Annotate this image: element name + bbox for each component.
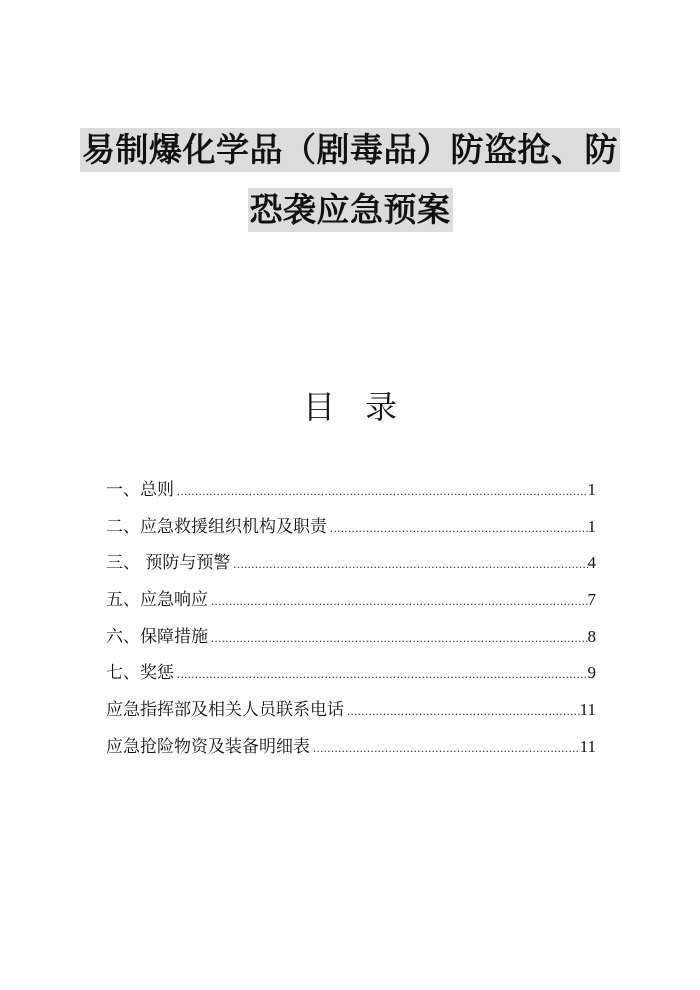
toc-entry[interactable] xyxy=(106,513,596,550)
toc-dot-leader xyxy=(174,477,588,505)
toc-entry[interactable] xyxy=(106,623,596,660)
toc-entry[interactable] xyxy=(106,696,596,733)
toc-page-number: 8 xyxy=(587,626,596,646)
toc-dot-leader xyxy=(230,550,587,578)
toc-entry-label: 五、应急响应 xyxy=(106,590,208,611)
toc-entry-label: 六、保障措施 xyxy=(106,626,208,647)
toc-page-number: 11 xyxy=(579,736,596,756)
document-title-line-2: 恐袭应急预案 xyxy=(248,188,453,232)
document-title xyxy=(0,128,700,232)
toc-entry[interactable] xyxy=(106,659,596,696)
toc-page-number: 4 xyxy=(587,553,596,573)
toc-entry[interactable] xyxy=(106,549,596,586)
toc-entry-label: 应急抢险物资及装备明细表 xyxy=(106,736,310,757)
toc-page-number: 11 xyxy=(579,700,596,720)
toc-dot-leader xyxy=(208,624,588,652)
toc-entry-label: 应急指挥部及相关人员联系电话 xyxy=(106,700,344,721)
toc-dot-leader xyxy=(174,660,588,688)
toc-page-number: 1 xyxy=(587,480,596,499)
toc-entry[interactable] xyxy=(106,733,596,770)
toc-dot-leader xyxy=(344,697,580,725)
toc-dot-leader xyxy=(310,734,580,762)
toc-heading: 目录 xyxy=(302,388,427,426)
toc-page-number: 1 xyxy=(587,516,596,536)
toc-page-number: 7 xyxy=(587,590,596,610)
toc-entry[interactable] xyxy=(106,476,596,513)
toc-dot-leader xyxy=(208,587,588,615)
toc-entry[interactable] xyxy=(106,586,596,623)
toc-entry-label: 三、 预防与预警 xyxy=(106,553,231,574)
toc-entry-label: 七、奖惩 xyxy=(106,663,174,684)
toc-entry-label: 二、应急救援组织机构及职责 xyxy=(106,516,327,537)
toc-page-number: 9 xyxy=(587,663,596,683)
table-of-contents xyxy=(106,476,596,770)
toc-entry-label: 一、总则 xyxy=(106,480,174,500)
toc-dot-leader xyxy=(327,514,588,542)
document-title-line-1: 易制爆化学品（剧毒品）防盗抢、防 xyxy=(80,128,620,172)
